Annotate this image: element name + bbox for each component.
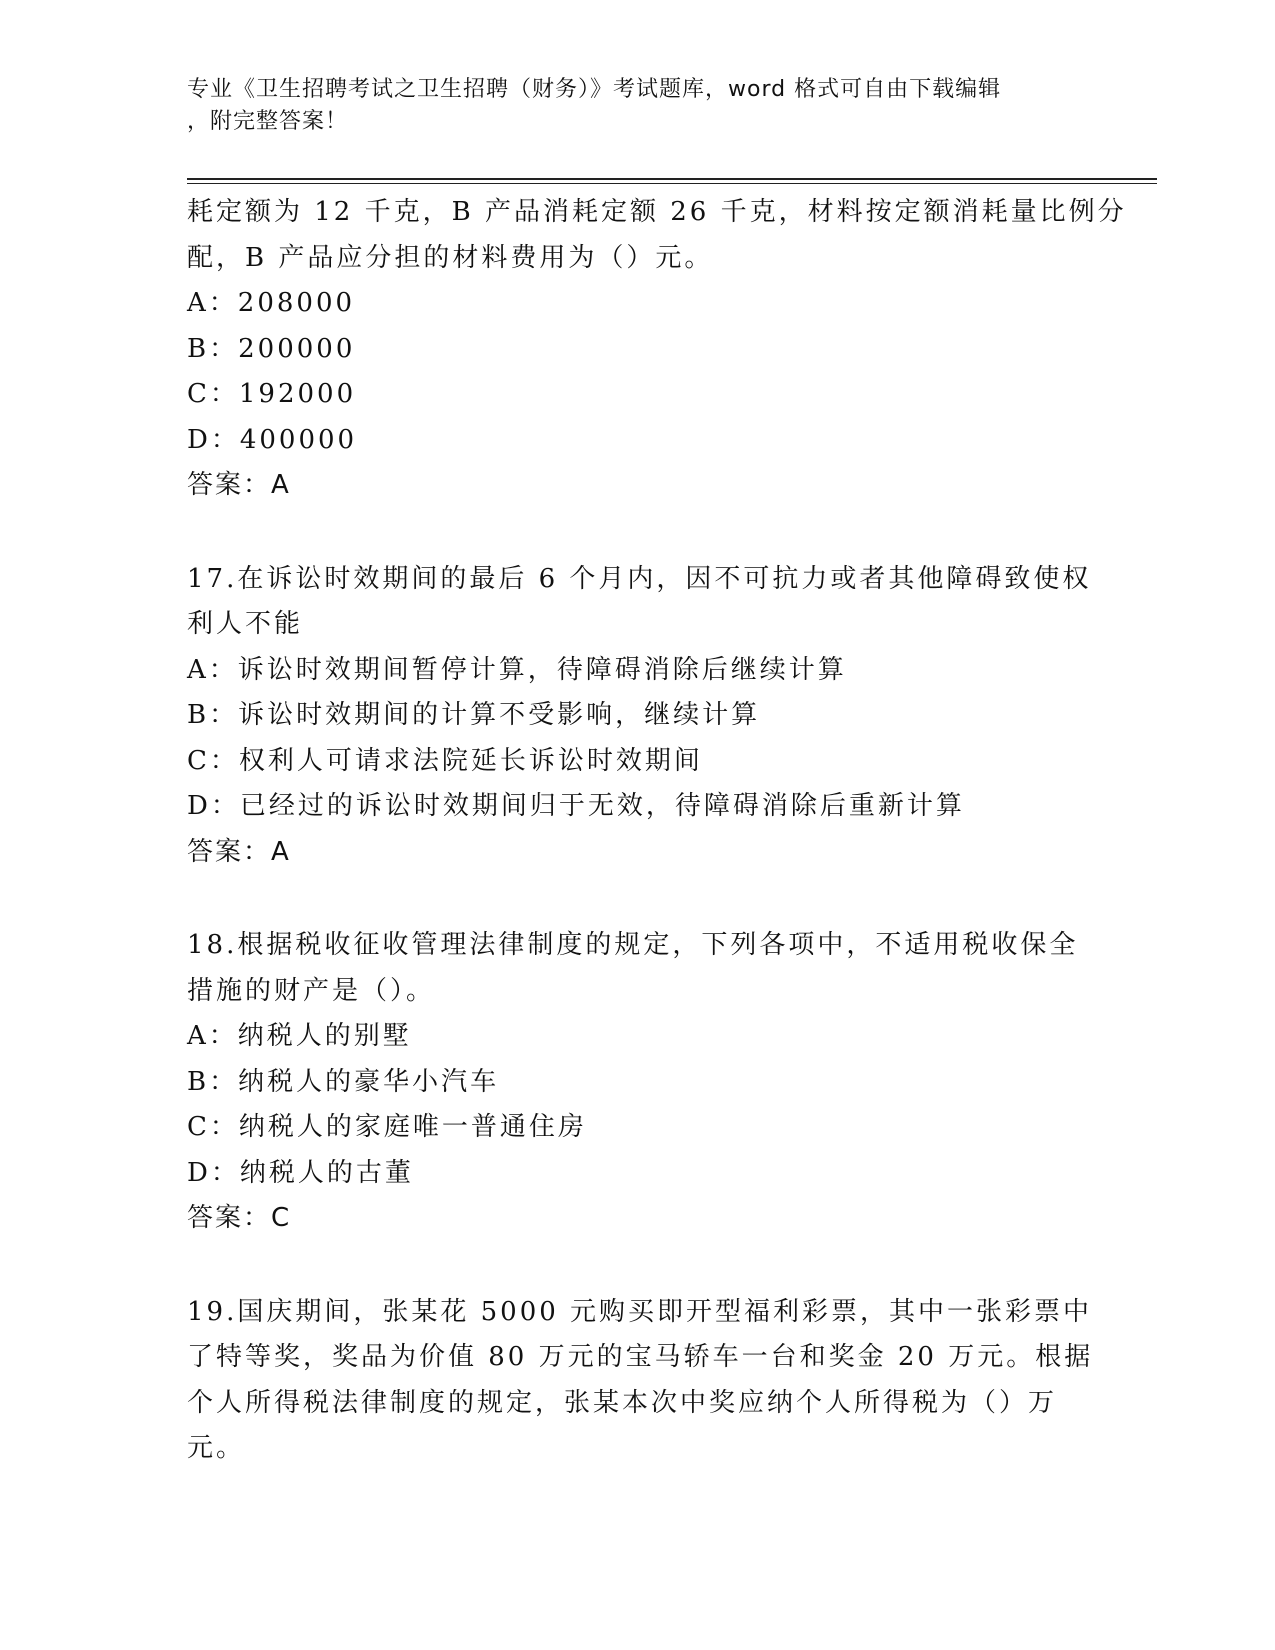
option-b: B：纳税人的豪华小汽车 xyxy=(187,1066,500,1097)
question-stem-line: 19.国庆期间，张某花 5000 元购买即开型福利彩票，其中一张彩票中 xyxy=(187,1296,1093,1327)
question-stem-line: 利人不能 xyxy=(187,609,304,639)
question-stem-line: 耗定额为 12 千克，B 产品消耗定额 26 千克，材料按定额消耗量比例分 xyxy=(187,197,1127,227)
answer-line: 答案：C xyxy=(187,1203,292,1233)
question-17 xyxy=(187,557,1092,876)
question-content xyxy=(187,190,1127,1472)
question-stem-line: 元。 xyxy=(187,1433,246,1463)
option-c: C：192000 xyxy=(187,379,357,409)
option-b: B：200000 xyxy=(187,333,356,364)
header-rule-thin xyxy=(187,183,1157,184)
spacer xyxy=(187,875,1087,923)
question-16 xyxy=(187,190,1127,509)
option-b: B：诉讼时效期间的计算不受影响，继续计算 xyxy=(187,700,761,730)
option-d: D：400000 xyxy=(187,424,358,455)
document-header xyxy=(187,74,1067,138)
header-rule-thick xyxy=(187,178,1157,180)
option-a: A：诉讼时效期间暂停计算，待障碍消除后继续计算 xyxy=(187,654,847,685)
question-stem-line: 17.在诉讼时效期间的最后 6 个月内，因不可抗力或者其他障碍致使权 xyxy=(187,563,1092,594)
question-stem-line: 配，B 产品应分担的材料费用为（）元。 xyxy=(187,242,714,273)
spacer xyxy=(187,509,1087,557)
question-18 xyxy=(187,923,1087,1242)
option-d: D：纳税人的古董 xyxy=(187,1157,414,1188)
header-title-line1: 专业《卫生招聘考试之卫生招聘（财务）》考试题库，word 格式可自由下载编辑 xyxy=(187,77,1002,102)
option-a: A：纳税人的别墅 xyxy=(187,1021,412,1051)
option-d: D：已经过的诉讼时效期间归于无效，待障碍消除后重新计算 xyxy=(187,791,965,821)
question-19 xyxy=(187,1290,1094,1472)
option-c: C：纳税人的家庭唯一普通住房 xyxy=(187,1112,587,1142)
option-c: C：权利人可请求法院延长诉讼时效期间 xyxy=(187,745,703,776)
option-a: A：208000 xyxy=(187,288,356,318)
question-stem-line: 18.根据税收征收管理法律制度的规定，下列各项中，不适用税收保全 xyxy=(187,930,1079,960)
answer-line: 答案：A xyxy=(187,470,291,500)
question-stem-line: 措施的财产是（）。 xyxy=(187,975,436,1006)
header-title-line2: ，附完整答案！ xyxy=(187,109,349,134)
answer-line: 答案：A xyxy=(187,836,291,867)
question-stem-line: 个人所得税法律制度的规定，张某本次中奖应纳个人所得税为（）万 xyxy=(187,1387,1058,1418)
question-stem-line: 了特等奖，奖品为价值 80 万元的宝马轿车一台和奖金 20 万元。根据 xyxy=(187,1342,1094,1372)
spacer xyxy=(187,1242,1087,1290)
